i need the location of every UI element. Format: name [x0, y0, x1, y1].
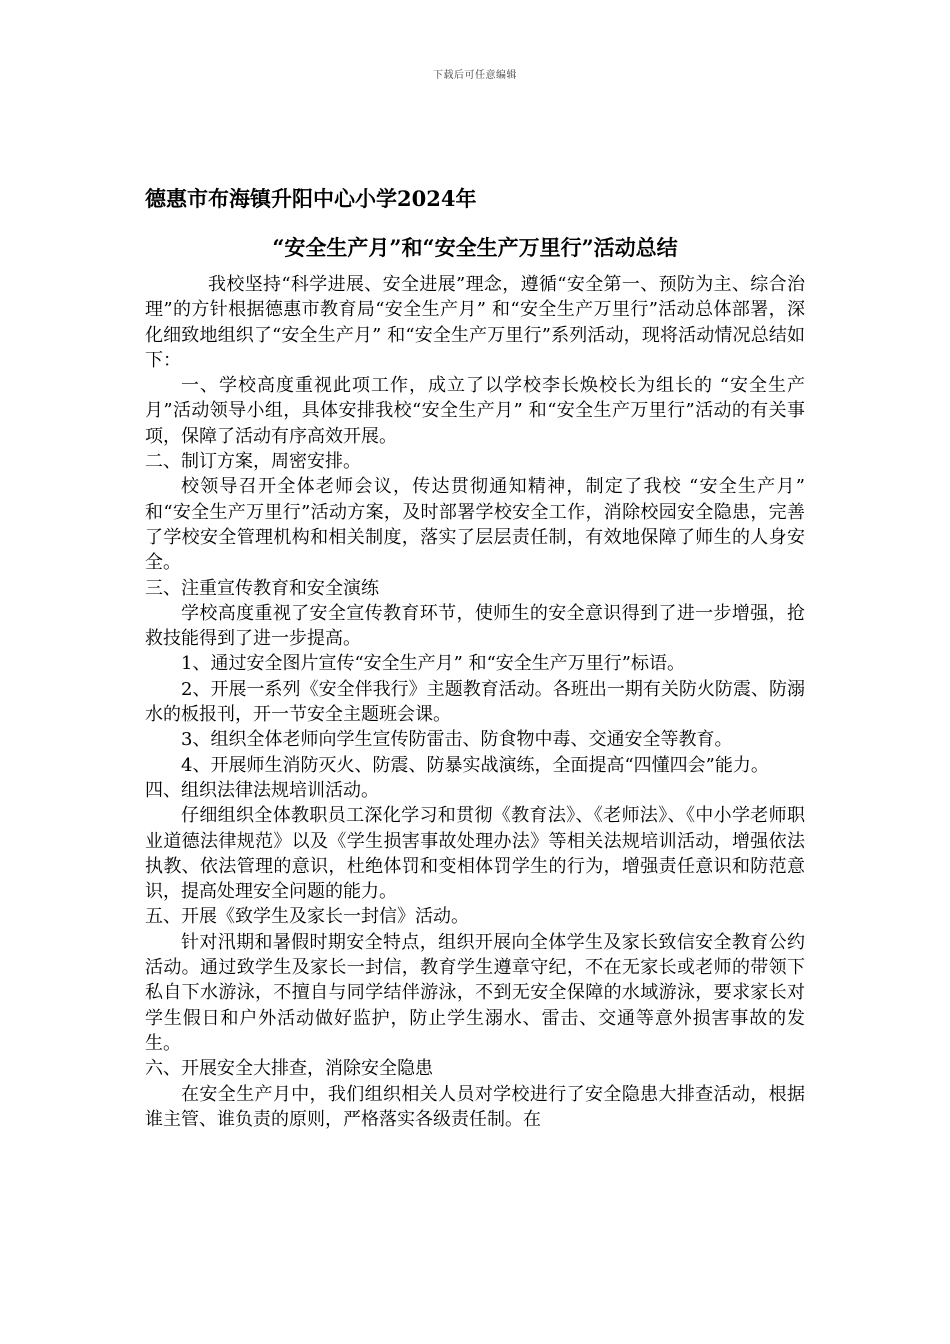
section-heading: 二、制订方案，周密安排。	[145, 451, 361, 473]
paragraph: 一、学校高度重视此项工作，成立了以学校李长焕校长为组长的 “安全生产月”活动领导小组，具体安排我校“安全生产月” 和“安全生产万里行”活动的有关事项，保障了活动有序高效开展。	[145, 375, 805, 447]
document-body	[145, 272, 805, 1132]
page-header-note: 下载后可任意编辑	[433, 70, 517, 81]
section-heading: 五、开展《致学生及家长一封信》活动。	[145, 906, 469, 928]
document-title-line-1: 德惠市布海镇升阳中心小学2024年	[145, 186, 477, 211]
paragraph: 学校高度重视了安全宣传教育环节，使师生的安全意识得到了进一步增强，抢救技能得到了进一步提高。	[145, 602, 805, 650]
list-item: 4、开展师生消防灭火、防震、防暴实战演练，全面提高“四懂四会”能力。	[181, 754, 769, 776]
paragraph: 针对汛期和暑假时期安全特点，组织开展向全体学生及家长致信安全教育公约活动。通过致学生及家长一封信，教育学生遵章守纪，不在无家长或老师的带领下私自下水游泳，不擅自与同学结伴游泳，不到无安全保障的水域游泳，要求家长对学生假日和户外活动做好监护，防止学生溺水、雷击、交通等意外损害事故的发生。	[145, 931, 805, 1054]
document-title-line-2: “安全生产月”和“安全生产万里行”活动总结	[272, 235, 678, 260]
paragraph: 仔细组织全体教职员工深化学习和贯彻《教育法》、《老师法》、《中小学老师职业道德法律规范》以及《学生损害事故处理办法》等相关法规培训活动，增强依法执教、依法管理的意识，杜绝体罚和变相体罚学生的行为，增强责任意识和防范意识，提高处理安全问题的能力。	[145, 805, 805, 903]
list-item: 1、通过安全图片宣传“安全生产月” 和“安全生产万里行”标语。	[181, 653, 685, 675]
paragraph: 在安全生产月中，我们组织相关人员对学校进行了安全隐患大排查活动，根据谁主管、谁负责的原则，严格落实各级责任制。在	[145, 1083, 805, 1130]
section-heading: 六、开展安全大排查，消除安全隐患	[145, 1058, 433, 1080]
list-item: 3、组织全体老师向学生宣传防雷击、防食物中毒、交通安全等教育。	[181, 729, 733, 751]
section-heading: 三、注重宣传教育和安全演练	[145, 577, 379, 599]
paragraph: 我校坚持“科学进展、安全进展”理念，遵循“安全第一、预防为主、综合治理”的方针根据德惠市教育局“安全生产月” 和“安全生产万里行”活动总体部署，深化细致地组织了“安全生产月” 和“安全生产万里行”系列活动，现将活动情况总结如下：	[145, 274, 805, 371]
list-item: 2、开展一系列《安全伴我行》主题教育活动。各班出一期有关防火防震、防溺水的板报刊，开一节安全主题班会课。	[145, 678, 805, 726]
paragraph: 校领导召开全体老师会议，传达贯彻通知精神，制定了我校 “安全生产月” 和“安全生产万里行”活动方案，及时部署学校安全工作，消除校园安全隐患，完善了学校安全管理机构和相关制度，落实了层层责任制，有效地保障了师生的人身安全。	[145, 476, 805, 574]
section-heading: 四、组织法律法规培训活动。	[145, 779, 379, 801]
